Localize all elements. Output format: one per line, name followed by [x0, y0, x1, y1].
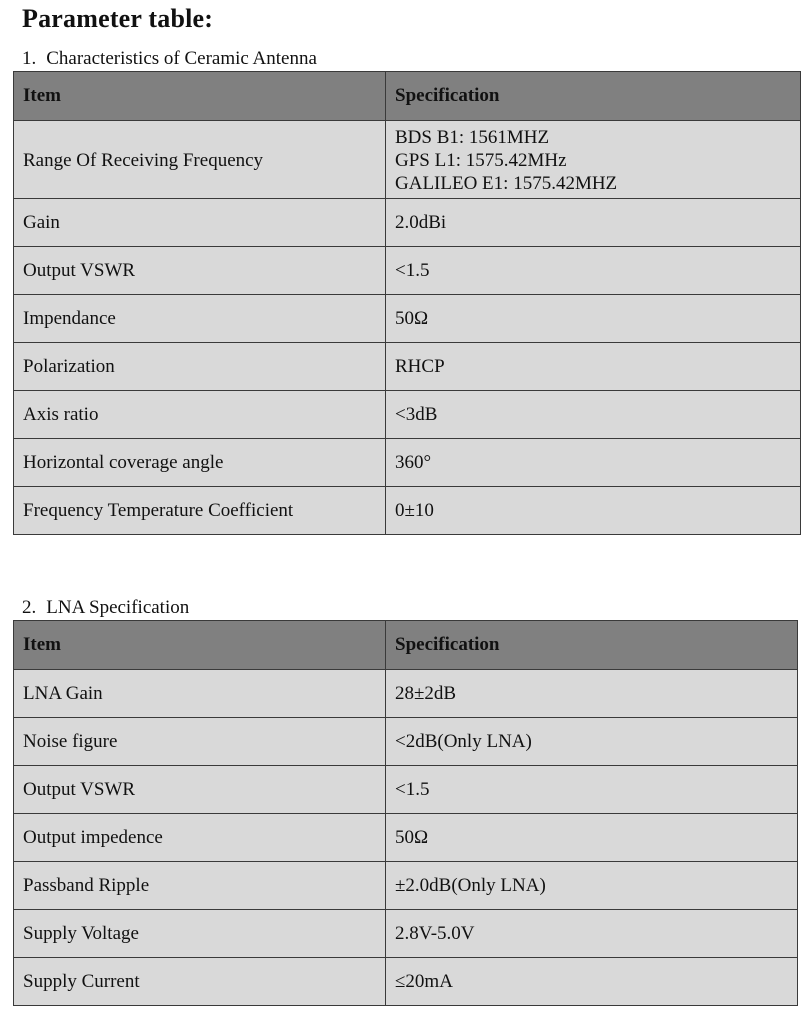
lna-specification-table [13, 620, 798, 1006]
table-row [14, 862, 798, 910]
item-cell: Horizontal coverage angle [14, 439, 386, 487]
spec-cell [386, 121, 801, 199]
table-row [14, 343, 801, 391]
spec-cell: 2.8V-5.0V [386, 910, 798, 958]
spec-cell: RHCP [386, 343, 801, 391]
table-row [14, 718, 798, 766]
spec-cell: 28±2dB [386, 670, 798, 718]
table-row [14, 958, 798, 1006]
header-item: Item [14, 621, 386, 670]
item-cell: Supply Voltage [14, 910, 386, 958]
item-cell: Output VSWR [14, 247, 386, 295]
header-specification: Specification [386, 621, 798, 670]
table-row [14, 391, 801, 439]
spec-cell: 0±10 [386, 487, 801, 535]
table-row [14, 247, 801, 295]
header-item: Item [14, 72, 386, 121]
item-cell: Output impedence [14, 814, 386, 862]
spec-cell: <2dB(Only LNA) [386, 718, 798, 766]
spec-cell: 50Ω [386, 295, 801, 343]
section-title-ceramic-antenna [22, 48, 317, 70]
table-row [14, 199, 801, 247]
table-row [14, 814, 798, 862]
spec-line: GPS L1: 1575.42MHz [395, 149, 567, 171]
spec-cell: ±2.0dB(Only LNA) [386, 862, 798, 910]
item-cell: Polarization [14, 343, 386, 391]
item-cell: Noise figure [14, 718, 386, 766]
section-title-lna-specification [22, 597, 189, 619]
section-title-text: Characteristics of Ceramic Antenna [46, 48, 317, 69]
section-title-text: LNA Specification [46, 597, 190, 618]
item-cell: Passband Ripple [14, 862, 386, 910]
table-row [14, 766, 798, 814]
table-row [14, 121, 801, 199]
table-row [14, 670, 798, 718]
ceramic-antenna-table [13, 71, 801, 535]
spec-cell: 50Ω [386, 814, 798, 862]
item-cell: Impendance [14, 295, 386, 343]
spec-line: BDS B1: 1561MHZ [395, 126, 550, 148]
item-cell: Output VSWR [14, 766, 386, 814]
spec-line: GALILEO E1: 1575.42MHZ [395, 172, 618, 194]
table-header-row [14, 621, 798, 670]
header-specification: Specification [386, 72, 801, 121]
spec-cell: <1.5 [386, 766, 798, 814]
item-cell: LNA Gain [14, 670, 386, 718]
table-row [14, 487, 801, 535]
item-cell: Frequency Temperature Coefficient [14, 487, 386, 535]
spec-cell: 2.0dBi [386, 199, 801, 247]
table-row [14, 910, 798, 958]
section-number: 1. [22, 48, 37, 69]
table-row [14, 439, 801, 487]
spec-cell: <1.5 [386, 247, 801, 295]
item-cell: Gain [14, 199, 386, 247]
spec-cell: <3dB [386, 391, 801, 439]
page-title: Parameter table: [22, 4, 214, 33]
spec-cell: ≤20mA [386, 958, 798, 1006]
item-cell: Axis ratio [14, 391, 386, 439]
table-header-row [14, 72, 801, 121]
table-row [14, 295, 801, 343]
item-cell: Supply Current [14, 958, 386, 1006]
item-cell: Range Of Receiving Frequency [14, 121, 386, 199]
section-number: 2. [22, 597, 37, 618]
spec-cell: 360° [386, 439, 801, 487]
